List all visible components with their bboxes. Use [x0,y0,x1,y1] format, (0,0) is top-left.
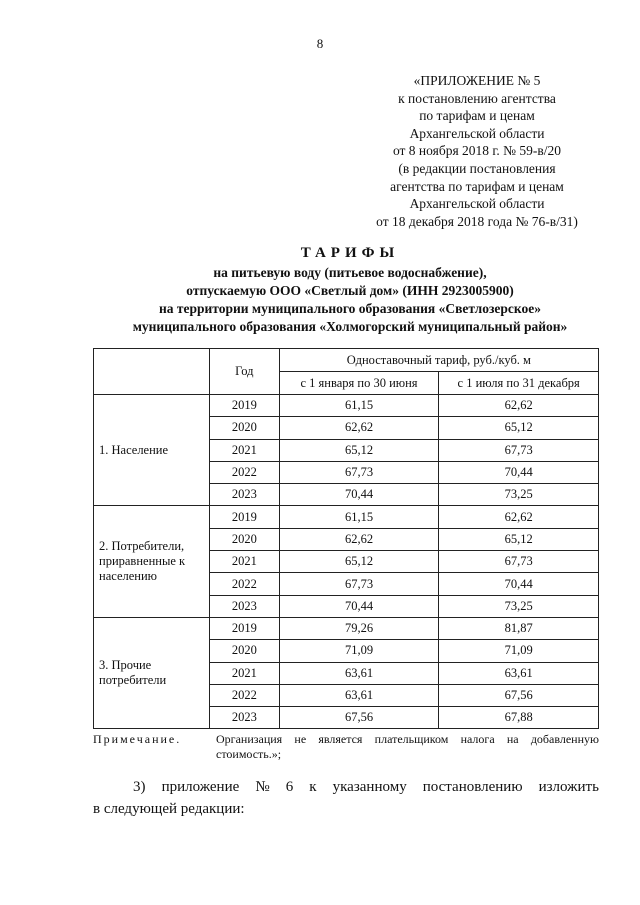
title-line: муниципального образования «Холмогорский муниципальный район» [132,319,568,334]
tariff-period-1-cell: 61,15 [279,506,439,528]
tariff-period-1-cell: 63,61 [279,684,439,706]
tariff-period-1-cell: 70,44 [279,595,439,617]
paragraph-word: 3) [133,779,146,795]
tariff-period-2-cell: 67,88 [439,707,599,729]
year-cell: 2021 [209,439,279,461]
category-cell: 3. Прочие потребители [94,617,210,728]
header-category-empty [94,349,210,395]
tariff-period-1-cell: 70,44 [279,484,439,506]
title-line: на питьевую воду (питьевое водоснабжение), [213,265,487,280]
tariff-period-2-cell: 65,12 [439,528,599,550]
tariff-period-2-cell: 63,61 [439,662,599,684]
table-row [94,617,599,639]
header-tariff: Одноставочный тариф, руб./куб. м [279,349,598,372]
header-year: Год [209,349,279,395]
title-main: ТАРИФЫ [300,245,400,261]
appendix-line: Архангельской области [409,196,545,212]
paragraph-line-2: в следующей редакции: [93,801,245,817]
tariff-period-2-cell: 62,62 [439,506,599,528]
paragraph-word: № [255,779,270,795]
note-text: Организация не является плательщиком налога на добавленную стоимость.»; [216,732,599,761]
table-row [94,395,599,417]
tariff-period-2-cell: 67,56 [439,684,599,706]
year-cell: 2021 [209,662,279,684]
tariff-period-1-cell: 65,12 [279,439,439,461]
paragraph-word: постановлению [422,779,523,795]
year-cell: 2020 [209,528,279,550]
tariff-period-2-cell: 73,25 [439,484,599,506]
header-period-1: с 1 января по 30 июня [279,372,439,395]
page-number: 8 [316,36,324,51]
year-cell: 2019 [209,395,279,417]
year-cell: 2019 [209,617,279,639]
paragraph-word: 6 [285,779,294,795]
tariff-period-1-cell: 79,26 [279,617,439,639]
appendix-line: «ПРИЛОЖЕНИЕ № 5 [413,73,541,88]
category-cell: 2. Потребители, приравненные к населению [94,506,210,617]
tariff-period-1-cell: 62,62 [279,528,439,550]
year-cell: 2020 [209,640,279,662]
tariff-period-2-cell: 65,12 [439,417,599,439]
table-body [94,395,599,729]
table-row [94,506,599,528]
year-cell: 2023 [209,595,279,617]
appendix-line: от 8 ноября 2018 г. № 59-в/20 [392,143,562,159]
paragraph-word: указанному [332,779,407,795]
tariff-period-2-cell: 67,73 [439,551,599,573]
title-line: на территории муниципального образования «Светлозерское» [158,301,542,316]
tariff-period-2-cell: 71,09 [439,640,599,662]
appendix-line: (в редакции постановления [398,160,556,176]
year-cell: 2022 [209,461,279,483]
appendix-header [342,72,612,230]
appendix-line: агентства по тарифам и ценам [390,178,564,194]
appendix-line: по тарифам и ценам [419,108,535,124]
year-cell: 2019 [209,506,279,528]
tariff-period-1-cell: 61,15 [279,395,439,417]
appendix-line: Архангельской области [409,125,545,141]
tariff-period-2-cell: 67,73 [439,439,599,461]
appendix-line: от 18 декабря 2018 года № 76-в/31) [376,213,578,229]
paragraph [93,776,599,820]
header-period-2: с 1 июля по 31 декабря [439,372,599,395]
tariff-period-2-cell: 73,25 [439,595,599,617]
paragraph-word: к [309,779,317,795]
tariff-period-1-cell: 67,56 [279,707,439,729]
tariff-period-2-cell: 70,44 [439,573,599,595]
year-cell: 2021 [209,551,279,573]
year-cell: 2023 [209,707,279,729]
tariff-period-2-cell: 70,44 [439,461,599,483]
tariff-period-2-cell: 62,62 [439,395,599,417]
tariff-period-1-cell: 63,61 [279,662,439,684]
document-title [60,244,640,336]
year-cell: 2022 [209,684,279,706]
year-cell: 2020 [209,417,279,439]
year-cell: 2022 [209,573,279,595]
tariff-period-1-cell: 67,73 [279,573,439,595]
tariff-period-1-cell: 67,73 [279,461,439,483]
tariff-table [93,348,599,729]
paragraph-word: приложение [161,779,240,795]
title-line: отпускаемую ООО «Светлый дом» (ИНН 2923005900) [186,283,514,298]
appendix-line: к постановлению агентства [398,90,556,106]
tariff-period-1-cell: 71,09 [279,640,439,662]
note-label: Примечание. [93,732,182,746]
tariff-period-2-cell: 81,87 [439,617,599,639]
paragraph-word: изложить [538,779,599,795]
category-cell: 1. Население [94,395,210,506]
paragraph-line-1 [93,776,599,798]
year-cell: 2023 [209,484,279,506]
tariff-period-1-cell: 62,62 [279,417,439,439]
tariff-period-1-cell: 65,12 [279,551,439,573]
